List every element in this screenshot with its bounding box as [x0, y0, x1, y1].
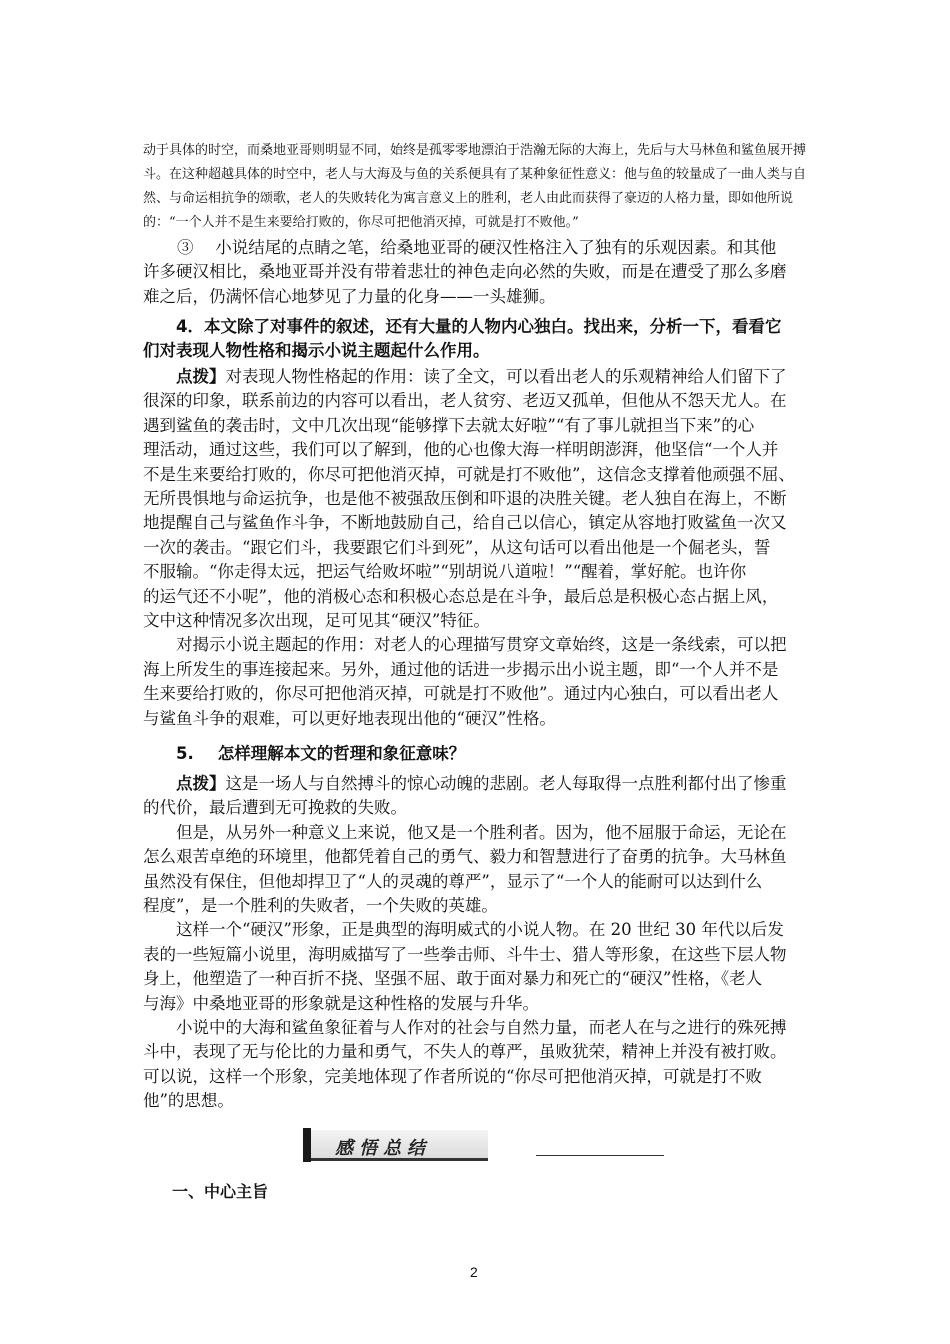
- text-line: 斗中，表现了无与伦比的力量和勇气，不失人的尊严，虽败犹荣，精神上并没有被打败。: [143, 1042, 787, 1062]
- hint-label: 点拨】: [176, 367, 226, 386]
- summary-banner: [303, 1128, 488, 1162]
- banner-title: 感悟总结: [335, 1138, 431, 1159]
- text-line: 对揭示小说主题起的作用：对老人的心理描写贯穿文章始终，这是一条线索，可以把: [176, 635, 787, 655]
- text-line: 们对表现人物性格和揭示小说主题起什么作用。: [143, 341, 490, 361]
- answer-4: [143, 365, 813, 731]
- text-line: 无所畏惧地与命运抗争，也是他不被强敌压倒和吓退的决胜关键。老人独自在海上，不断: [143, 489, 787, 509]
- text-line: 许多硬汉相比，桑地亚哥并没有带着悲壮的神色走向必然的失败，而是在遭受了那么多磨: [143, 262, 787, 282]
- point-3-paragraph: [143, 236, 813, 309]
- text-line: 身上，他塑造了一种百折不挠、坚强不屈、敢于面对暴力和死亡的“硬汉”性格，《老人: [143, 969, 763, 989]
- answer-5: [143, 772, 813, 1114]
- text-line: 程度”，是一个胜利的失败者，一个失败的英雄。: [143, 896, 498, 916]
- text-line: 小说中的大海和鲨鱼象征着与人作对的社会与自然力量，而老人在与之进行的殊死搏: [176, 1018, 787, 1038]
- text-line: 对表现人物性格起的作用：读了全文，可以看出老人的乐观精神给人们留下了: [225, 367, 787, 386]
- text-line: 与海》中桑地亚哥的形象就是这种性格的发展与升华。: [143, 993, 539, 1013]
- question-5: [143, 742, 813, 766]
- text-line: 遇到鲨鱼的袭击时，文中几次出现“能够撑下去就太好啦”“有了事儿就担当下来”的心: [143, 415, 755, 435]
- text-line: 4．本文除了对事件的叙述，还有大量的人物内心独白。找出来，分析一下，看看它: [176, 317, 782, 336]
- text-line: 文中这种情况多次出现，足可见其“硬汉”特征。: [143, 611, 490, 631]
- page-number: 2: [470, 1264, 478, 1280]
- question-number: 5.: [176, 744, 194, 763]
- text-line: 地提醒自己与鲨鱼作斗争，不断地鼓励自己，给自己以信心，镇定从容地打败鲨鱼一次又: [143, 513, 787, 533]
- text-line: 生来要给打败的，你尽可把他消灭掉，可就是打不败他”。通过内心独白，可以看出老人: [143, 684, 779, 704]
- banner-rule: [536, 1155, 664, 1156]
- text-line: 动于具体的时空，而桑地亚哥则明显不同，始终是孤零零地漂泊于浩瀚无际的大海上，先后与大马林鱼和鲨鱼展开搏: [143, 143, 807, 158]
- text-line: 不是生来要给打败的，你尽可把他消灭掉，可就是打不败他”，这信念支撑着他顽强不屈、: [143, 464, 795, 484]
- text-line: 与鲨鱼斗争的艰难，可以更好地表现出他的“硬汉”性格。: [143, 708, 556, 728]
- banner-box: [311, 1130, 488, 1161]
- text-line: 海上所发生的事连接起来。另外，通过他的话进一步揭示出小说主题，即“一个人并不是: [143, 659, 779, 679]
- text-line: 虽然没有保住，但他却捍卫了“人的灵魂的尊严”，显示了“一个人的能耐可以达到什么: [143, 871, 763, 891]
- text-line: 这样一个“硬汉”形象，正是典型的海明威式的小说人物。在 20 世纪 30 年代以后发: [176, 920, 784, 940]
- question-text: 怎样理解本文的哲理和象征意味？: [217, 744, 466, 763]
- text-line: 怎么艰苦卓绝的环境里，他都凭着自己的勇气、毅力和智慧进行了奋勇的抗争。大马林鱼: [143, 847, 787, 867]
- text-line: 的运气还不小呢”，他的消极心态和积极心态总是在斗争，最后总是积极心态占据上风，: [143, 586, 779, 606]
- text-line: 表的一些短篇小说里，海明威描写了一些拳击师、斗牛士、猎人等形象，在这些下层人物: [143, 944, 787, 964]
- text-line: 的代价，最后遭到无可挽救的失败。: [143, 798, 407, 818]
- text-line: 的：“一个人并不是生来要给打败的，你尽可把他消灭掉，可就是打不败他。”: [143, 215, 579, 230]
- text-line: ③ 小说结尾的点睛之笔，给桑地亚哥的硬汉性格注入了独有的乐观因素。和其他: [177, 238, 777, 257]
- question-4: [143, 315, 813, 364]
- text-line: 难之后，仍满怀信心地梦见了力量的化身——一头雄狮。: [143, 286, 556, 306]
- text-line: 然、与命运相抗争的颂歌，老人的失败转化为寓言意义上的胜利，老人由此而获得了豪迈的人格力量，即如他所说: [143, 191, 794, 206]
- text-line: 理活动，通过这些，我们可以了解到，他的心也像大海一样明朗澎湃，他坚信“一个人并: [143, 440, 779, 460]
- text-line: 不服输。“你走得太远，把运气给败坏啦”“别胡说八道啦！”“醒着，掌好舵。也许你: [143, 562, 747, 582]
- text-line: 斗。在这种超越具体的时空中，老人与大海及与鱼的关系便具有了某种象征性意义：他与鱼的较量成了一曲人类与自: [143, 167, 807, 182]
- hint-label: 点拨】: [176, 774, 226, 793]
- text-line: 这是一场人与自然搏斗的惊心动魄的悲剧。老人每取得一点胜利都付出了惨重: [225, 774, 787, 793]
- banner-bar: [303, 1128, 311, 1162]
- text-line: 一次的袭击。“跟它们斗，我要跟它们斗到死”，从这句话可以看出他是一个倔老头，誓: [143, 537, 771, 557]
- text-line: 可以说，这样一个形象，完美地体现了作者所说的“你尽可把他消灭掉，可就是打不败: [143, 1066, 762, 1086]
- text-line: 但是，从另外一种意义上来说，他又是一个胜利者。因为，他不屈服于命运，无论在: [176, 822, 787, 842]
- analysis-continuation: [143, 139, 811, 235]
- text-line: 很深的印象，联系前边的内容可以看出，老人贫穷、老迈又孤单，但他从不怨天尤人。在: [143, 391, 787, 411]
- section-heading: 一、中心主旨: [172, 1182, 269, 1201]
- text-line: 他”的思想。: [143, 1091, 234, 1111]
